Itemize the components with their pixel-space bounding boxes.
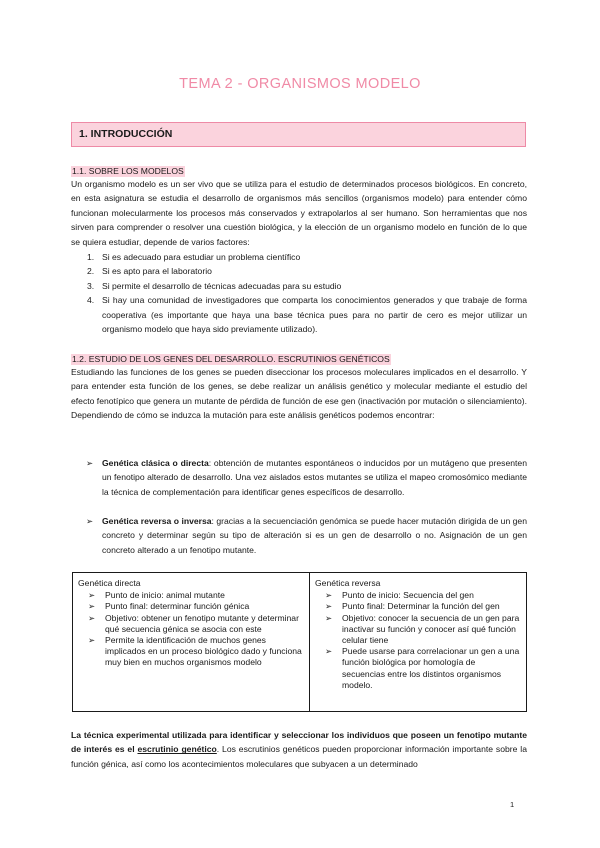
table-column-directa	[78, 578, 303, 669]
genetica-clasica-term: Genética clásica o directa	[102, 458, 209, 468]
escrutinio-underlined-term: escrutinio genético	[137, 744, 217, 755]
escrutinio-rest-text: . Los escrutinios genéticos pueden proporcionar información importante sobre la función génica, así como los acontecimientos moleculares que subyacen a un determinado	[71, 744, 527, 769]
list-item: 4. Si hay una comunidad de investigadores que comparta los conocimientos generados y que trabaje de forma cooperativa (es importante que haya una base técnica pues para no partir de cero es mejor utilizar un organismo modelo que haya sido previamente utilizado).	[87, 295, 527, 335]
genetica-clasica-text: : obtención de mutantes espontáneos o inducidos por un mutágeno que presenten un fenotipo alterado de desarrollo. Una vez aislados estos mutantes se utiliza el mapeo cromosómico mediante la técnica de complementación para identificar genes específicos de desarrollo.	[102, 458, 527, 497]
genetica-reversa-item	[86, 514, 527, 557]
table-header-directa: Genética directa	[78, 578, 141, 588]
list-item: ➢ Punto de inicio: Secuencia del gen	[325, 590, 474, 601]
paragraph-genes: Estudiando las funciones de los genes se pueden diseccionar los procesos moleculares implicados en el desarrollo. Y para entender esta función de los genes, se debe realizar un análisis genético y molecular mediante el estudio del efecto fenotípico que genera un mutante de pérdida de función de ese gen (inactivación por mutación o silenciamiento). Dependiendo de cómo se induzca la mutación para este análisis genéticos podemos encontrar:	[71, 367, 527, 421]
arrow-bullet-icon: ➢	[88, 635, 96, 646]
list-item: ➢ Permite la identificación de muchos genes implicados en un proceso biológico dado y funciona muy bien en muchos organismos modelo	[88, 635, 302, 668]
list-item: ➢ Punto final: determinar función génica	[88, 601, 250, 612]
list-item: 1. Si es adecuado para estudiar un problema científico	[87, 252, 301, 262]
arrow-bullet-icon: ➢	[325, 646, 333, 657]
subsection-heading-genes: 1.2. ESTUDIO DE LOS GENES DEL DESARROLLO. ESCRUTINIOS GENÉTICOS	[72, 354, 390, 364]
genetica-clasica-item	[86, 456, 527, 499]
comparison-table	[72, 572, 527, 712]
list-item: 3. Si permite el desarrollo de técnicas adecuadas para su estudio	[87, 280, 342, 291]
arrow-bullet-icon: ➢	[325, 590, 333, 601]
arrow-bullet-icon: ➢	[86, 458, 94, 468]
arrow-bullet-icon: ➢	[86, 516, 94, 526]
table-column-reversa	[315, 578, 520, 691]
arrow-bullet-icon: ➢	[325, 601, 333, 612]
list-item: ➢ Punto final: Determinar la función del gen	[325, 601, 500, 612]
factors-list	[71, 250, 527, 336]
list-item: ➢ Punto de inicio: animal mutante	[88, 590, 225, 601]
escrutinio-bold-text: La técnica experimental utilizada para identificar y seleccionar los individuos que poseen un fenotipo mutante de interés es el	[71, 730, 527, 755]
page-title: TEMA 2 - ORGANISMOS MODELO	[179, 76, 421, 92]
arrow-bullet-icon: ➢	[88, 601, 96, 612]
list-item: 2. Si es apto para el laboratorio	[87, 266, 212, 277]
section-heading: 1. INTRODUCCIÓN	[71, 122, 526, 147]
list-item: ➢ Objetivo: obtener un fenotipo mutante y determinar qué secuencia génica se asocia con este	[88, 612, 299, 634]
arrow-bullet-icon: ➢	[88, 590, 96, 601]
arrow-bullet-icon: ➢	[88, 612, 96, 623]
subsection-heading-models: 1.1. SOBRE LOS MODELOS	[72, 166, 184, 176]
genetica-reversa-term: Genética reversa o inversa	[102, 516, 212, 526]
paragraph-escrutinio	[71, 728, 527, 771]
genetica-reversa-text: : gracias a la secuenciación genómica se puede hacer mutación dirigida de un gen concreto y determinar según su tipo de alteración si es un gen de desarrollo o no. Asignación de un gen concreto alterado a un fenotipo mutante.	[102, 516, 527, 555]
table-header-reversa: Genética reversa	[315, 578, 381, 588]
paragraph-models: Un organismo modelo es un ser vivo que se utiliza para el estudio de determinados procesos biológicos. En concreto, en esta asignatura se estudia el desarrollo de organismos más sencillos (organismos modelo) para entender cómo funcionan molecularmente los procesos más conservados y extrapolarlos al ser humano. Son herramientas que nos sirven para comprender o resolver una cuestión biológica, y la elección de un organismo modelo en función de lo que se quiera estudiar, depende de varios factores:	[71, 179, 527, 247]
page-number: 1	[510, 800, 515, 809]
table-divider	[309, 573, 310, 711]
list-item: ➢ Objetivo: conocer la secuencia de un gen para inactivar su función y conocer así qué función celular tiene	[325, 612, 520, 646]
arrow-bullet-icon: ➢	[325, 612, 333, 623]
list-item: ➢ Puede usarse para correlacionar un gen a una función biológica por homología de secuencias entre los distintos organismos modelo.	[325, 646, 520, 690]
